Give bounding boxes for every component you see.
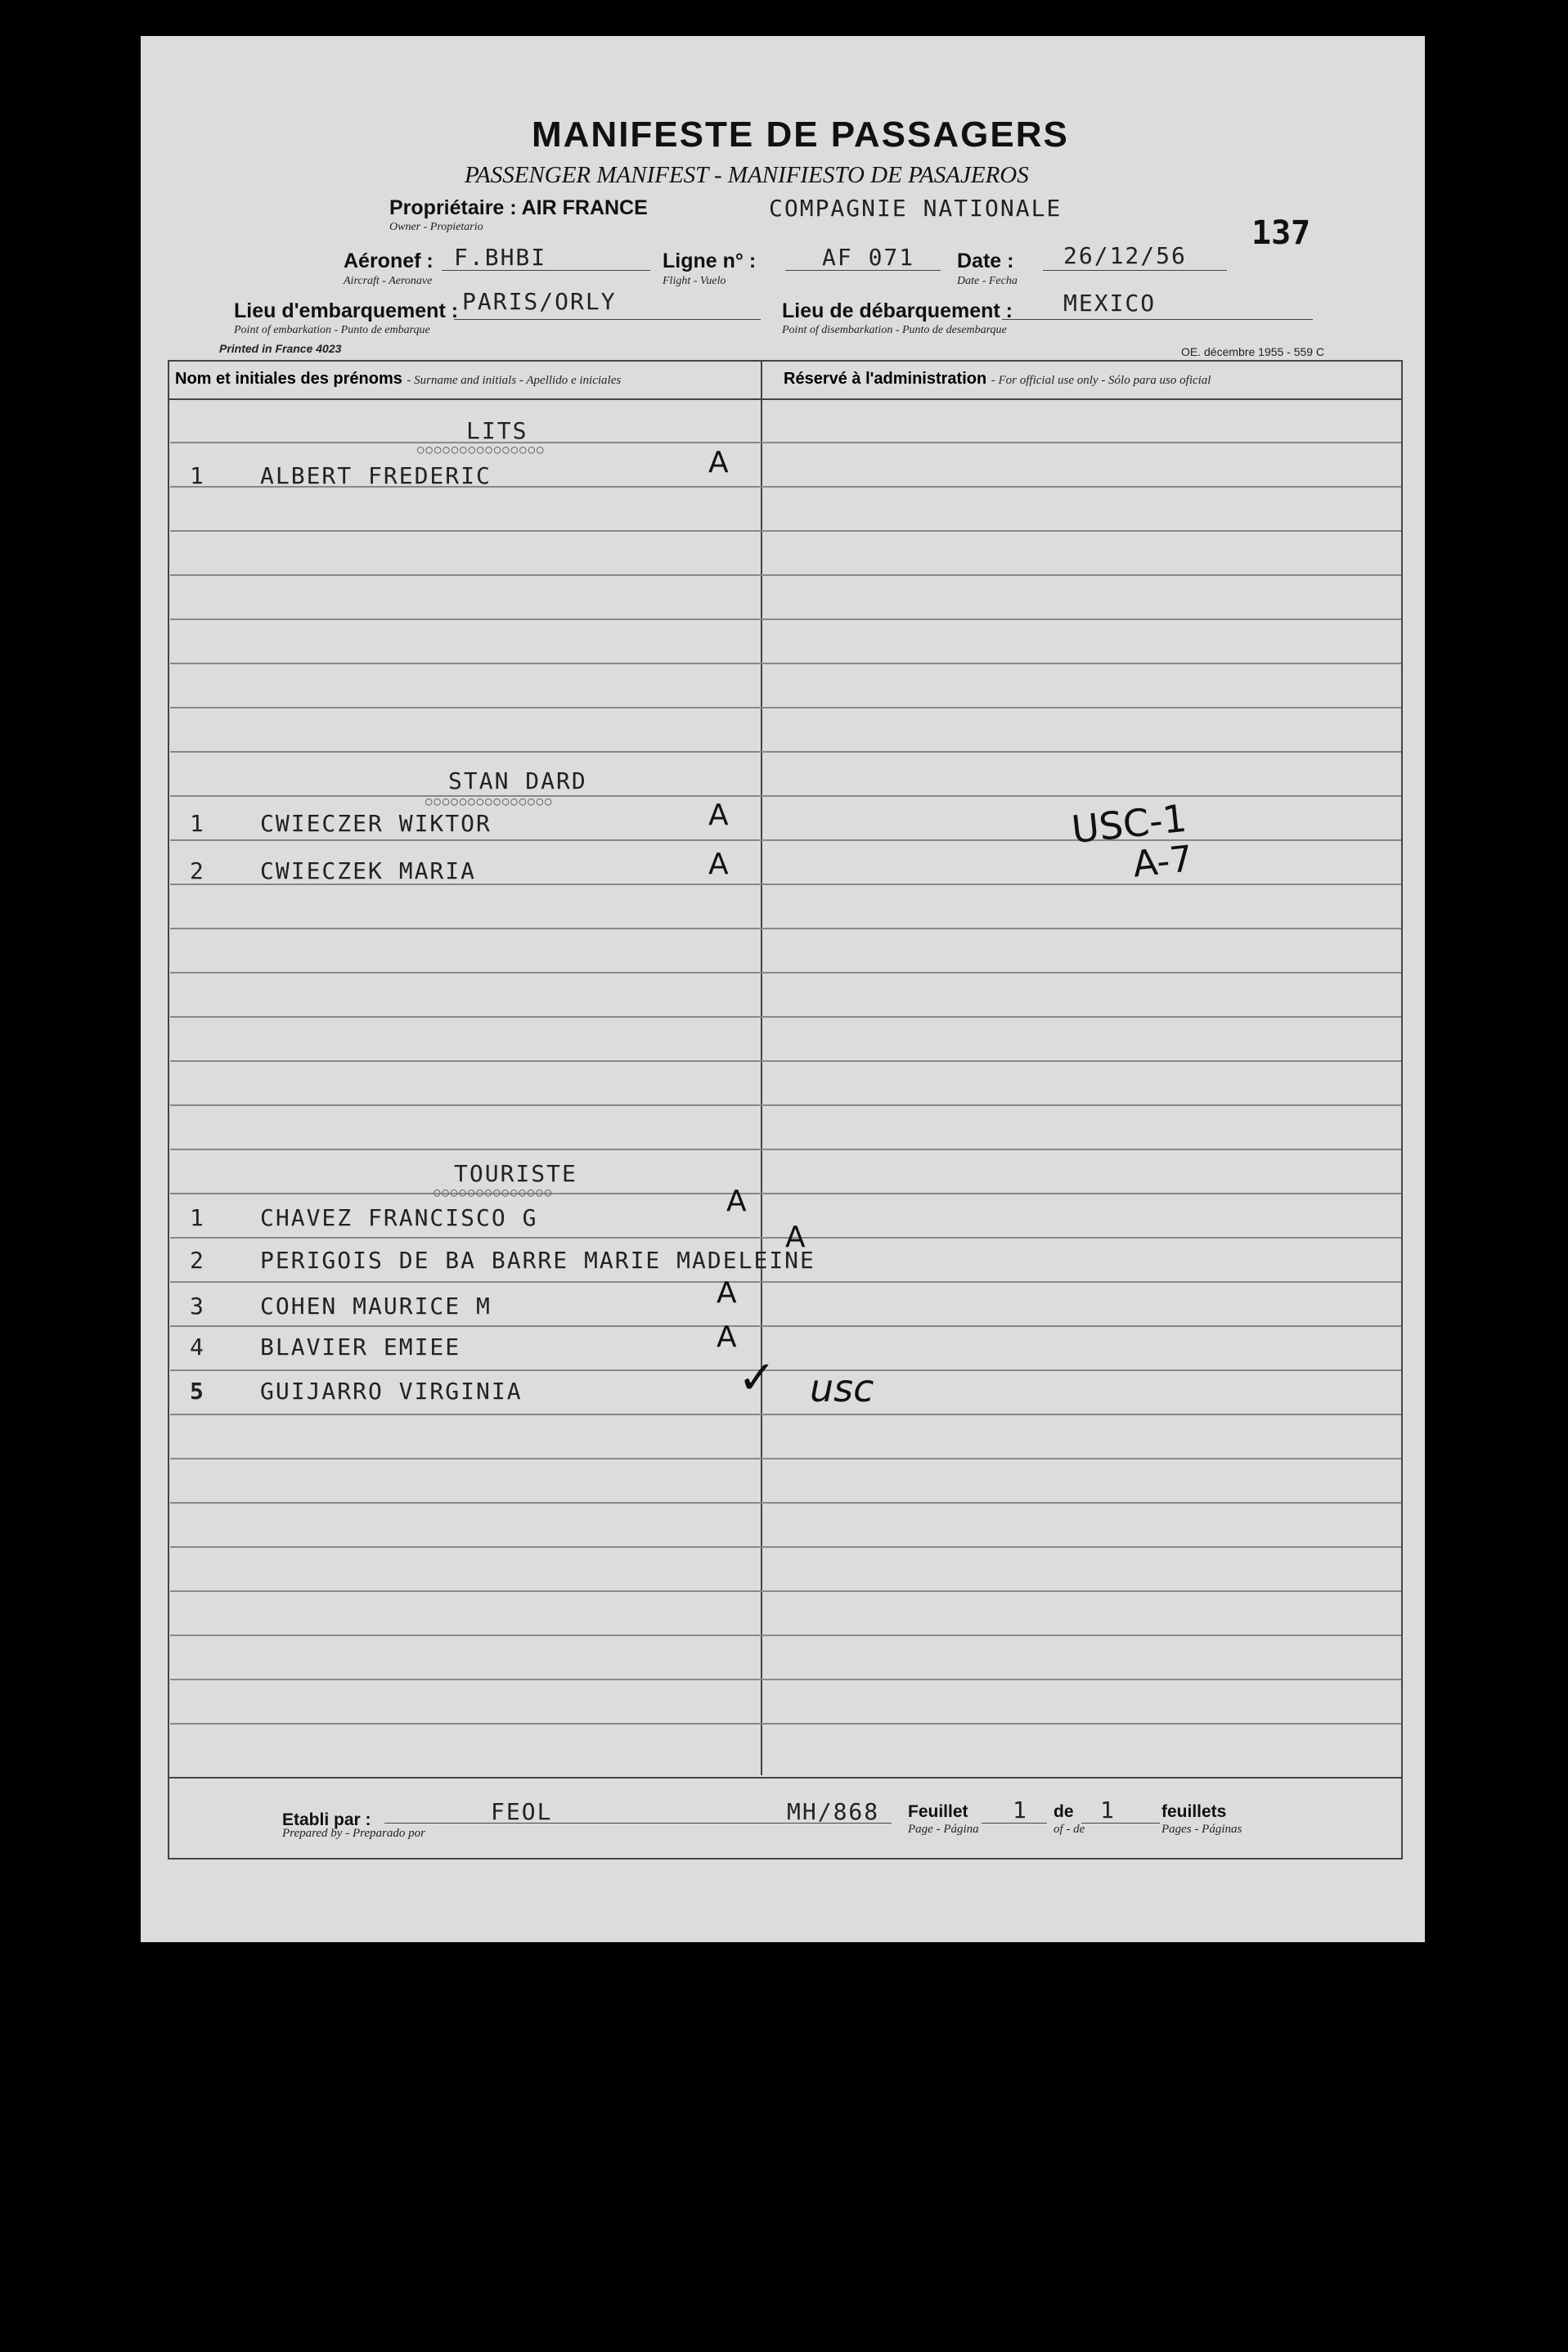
owner-value: COMPAGNIE NATIONALE (769, 195, 1063, 222)
handwritten-a7: A-7 (1130, 838, 1195, 886)
ruled-line (170, 1193, 1401, 1194)
ruled-line (170, 1325, 1401, 1327)
section-dots: ○○○○○○○○○○○○○○ (434, 1186, 554, 1199)
flight-sublabel: Flight - Vuelo (663, 275, 726, 287)
row-number: 5 (190, 1378, 205, 1405)
ruled-line (170, 1590, 1401, 1592)
disembarkation-value: MEXICO (1063, 290, 1157, 317)
embarkation-label: Lieu d'embarquement : (234, 299, 459, 322)
ruled-line (170, 928, 1401, 929)
flight-value: AF 071 (822, 244, 915, 271)
document-title: MANIFESTE DE PASSAGERS (532, 115, 1069, 155)
section-heading-touriste: TOURISTE (454, 1160, 577, 1187)
page-number: 137 (1251, 214, 1311, 252)
date-label: Date : (957, 250, 1014, 272)
ruled-line (170, 1679, 1401, 1680)
status-mark: A (785, 1221, 806, 1254)
section-heading-standard: STAN DARD (448, 767, 587, 794)
page-sublabel: Page - Página (908, 1823, 979, 1836)
footer-divider (168, 1777, 1403, 1779)
passenger-name: GUIJARRO VIRGINIA (260, 1378, 523, 1405)
col2-header-italic: - For official use only - Sólo para uso oficial (991, 374, 1211, 387)
section-dots: ○○○○○○○○○○○○○○○ (417, 443, 546, 456)
pages-sublabel: Pages - Páginas (1161, 1823, 1242, 1836)
row-number: 1 (190, 462, 205, 489)
aircraft-label: Aéronef : (344, 250, 434, 272)
of-label: de (1054, 1802, 1074, 1821)
date-sublabel: Date - Fecha (957, 275, 1018, 287)
ruled-line (170, 1502, 1401, 1504)
ruled-line (170, 530, 1401, 532)
owner-label: Propriétaire : AIR FRANCE (389, 196, 648, 219)
of-sublabel: of - de (1054, 1823, 1085, 1836)
status-mark: A (717, 1276, 737, 1310)
check-mark-icon: ✓ (738, 1351, 776, 1405)
passenger-name: PERIGOIS DE BA BARRE MARIE MADELEINE (260, 1247, 815, 1274)
passenger-name: BLAVIER EMIEE (260, 1333, 461, 1360)
ruled-line (170, 442, 1401, 443)
row-number: 1 (190, 810, 205, 837)
ruled-line (170, 1016, 1401, 1018)
pages-label: feuillets (1161, 1802, 1227, 1821)
page-value: 1 (1013, 1797, 1028, 1824)
col2-header (784, 370, 1211, 389)
ruled-line (170, 707, 1401, 708)
form-code: OE. décembre 1955 - 559 C (1181, 345, 1325, 358)
owner-sublabel: Owner - Propietario (389, 221, 483, 233)
passenger-name: CWIECZEK MARIA (260, 857, 477, 884)
ruled-line (170, 1546, 1401, 1548)
ruled-line (170, 795, 1401, 797)
ruled-line (170, 839, 1401, 841)
ruled-line (170, 618, 1401, 620)
ruled-line (170, 1635, 1401, 1636)
passenger-name: CWIECZER WIKTOR (260, 810, 492, 837)
ruled-line (170, 1149, 1401, 1150)
date-value: 26/12/56 (1063, 242, 1187, 269)
col1-header-bold: Nom et initiales des prénoms (175, 370, 402, 388)
aircraft-sublabel: Aircraft - Aeronave (344, 275, 433, 287)
ruled-line (170, 1060, 1401, 1062)
handwritten-usc-note: usc (810, 1366, 874, 1410)
col1-header (175, 370, 621, 389)
ruled-line (170, 1458, 1401, 1459)
section-heading-lits: LITS (466, 417, 528, 444)
status-mark: A (708, 848, 729, 881)
embarkation-sublabel: Point of embarkation - Punto de embarque (234, 324, 430, 336)
prepared-by-sublabel: Prepared by - Preparado por (282, 1827, 425, 1840)
ruled-line (170, 663, 1401, 664)
ruled-line (170, 1414, 1401, 1415)
prepared-by-label: Etabli par : (282, 1810, 371, 1829)
row-number: 1 (190, 1204, 205, 1231)
handwritten-usc: USC-1 (1069, 795, 1189, 852)
row-number: 2 (190, 857, 205, 884)
column-divider (761, 360, 762, 1775)
prepared-by-value: FEOL (491, 1798, 553, 1825)
page-label: Feuillet (908, 1802, 968, 1821)
ruled-line (170, 1104, 1401, 1106)
ruled-line (170, 574, 1401, 576)
passenger-name: COHEN MAURICE M (260, 1293, 492, 1320)
ruled-line (170, 1281, 1401, 1283)
document-subtitle: PASSENGER MANIFEST - MANIFIESTO DE PASAJEROS (465, 162, 1029, 188)
status-mark: A (708, 446, 729, 479)
reference-value: MH/868 (787, 1798, 880, 1825)
ruled-line (170, 1369, 1401, 1371)
row-number: 4 (190, 1333, 205, 1360)
status-mark: A (717, 1320, 737, 1354)
disembarkation-label: Lieu de débarquement : (782, 299, 1013, 322)
row-number: 3 (190, 1293, 205, 1320)
total-pages-value: 1 (1100, 1797, 1116, 1824)
printed-note: Printed in France 4023 (219, 342, 342, 355)
status-mark: A (726, 1185, 747, 1218)
ruled-line (170, 972, 1401, 974)
ruled-line (170, 751, 1401, 753)
status-mark: A (708, 798, 729, 832)
header-divider (168, 398, 1403, 400)
flight-label: Ligne n° : (663, 250, 757, 272)
passenger-name: CHAVEZ FRANCISCO G (260, 1204, 538, 1231)
passenger-name: ALBERT FREDERIC (260, 462, 492, 489)
embarkation-value: PARIS/ORLY (462, 288, 617, 315)
disembarkation-sublabel: Point of disembarkation - Punto de desembarque (782, 324, 1007, 336)
ruled-line (170, 1723, 1401, 1725)
col2-header-bold: Réservé à l'administration (784, 370, 987, 388)
col1-header-italic: - Surname and initials - Apellido e iniciales (407, 374, 622, 387)
section-dots: ○○○○○○○○○○○○○○○ (425, 795, 554, 808)
aircraft-value: F.BHBI (454, 244, 547, 271)
row-number: 2 (190, 1247, 205, 1274)
